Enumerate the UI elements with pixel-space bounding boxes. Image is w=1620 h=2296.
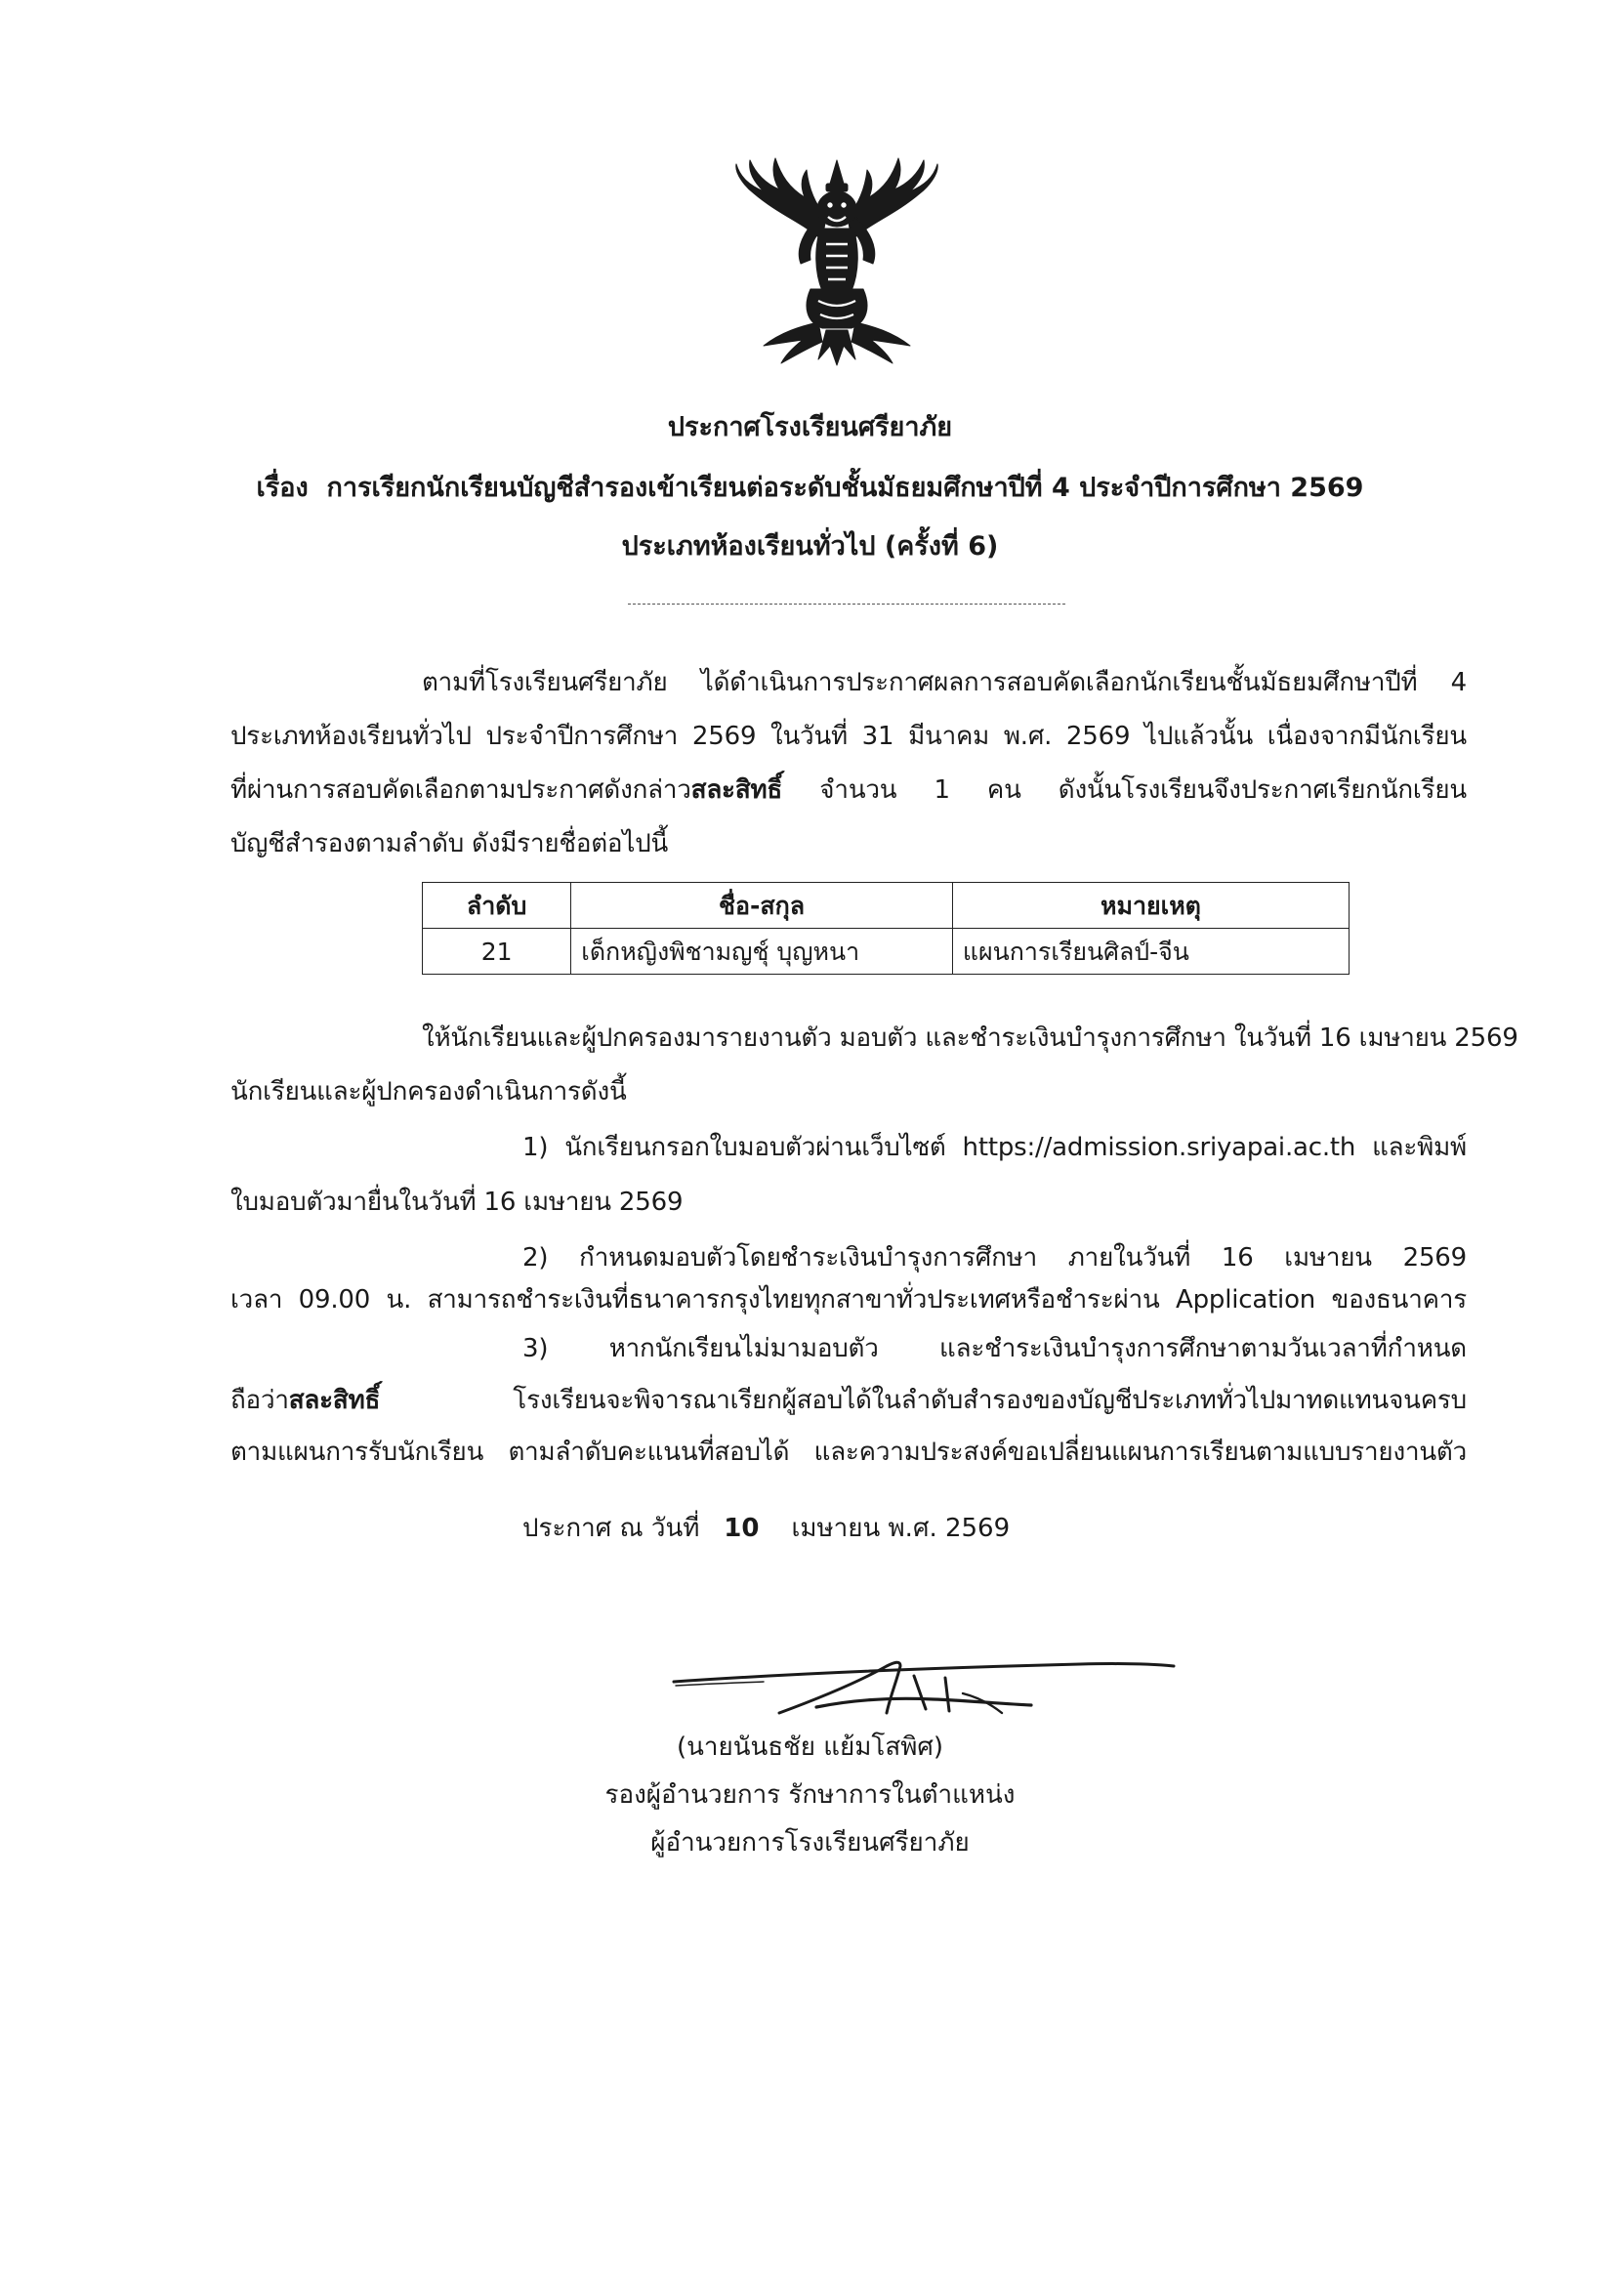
announcement-subject <box>0 475 1620 501</box>
announce-date-suffix: เมษายน พ.ศ. 2569 <box>791 1514 1011 1543</box>
signatory-name: (นายนันธชัย แย้มโสพิศ) <box>676 1732 944 1762</box>
subject-text: การเรียกนักเรียนบัญชีสำรองเข้าเรียนต่อระดับชั้นมัธยมศึกษาปีที่ 4 ประจำปีการศึกษา 2569 <box>326 473 1364 503</box>
announce-date-day: 10 <box>724 1514 760 1543</box>
item3-line3: ตามแผนการรับนักเรียน ตามลำดับคะแนนที่สอบได้ และความประสงค์ขอเปลี่ยนแผนการเรียนตามแบบรายงานตัว <box>230 1438 1467 1467</box>
column-header-seq: ลำดับ <box>423 883 571 929</box>
column-header-name: ชื่อ-สกุล <box>571 883 953 929</box>
reserve-student-table <box>422 882 1350 975</box>
garuda-emblem-icon <box>725 154 949 371</box>
table-header-row <box>423 883 1350 929</box>
item3-line2-start: ถือว่า <box>230 1386 289 1415</box>
handwritten-signature-icon <box>670 1649 1178 1729</box>
table-row <box>423 929 1350 975</box>
signatory-position-1: รองผู้อำนวยการ รักษาการในตำแหน่ง <box>604 1780 1016 1810</box>
paragraph1-line1: ตามที่โรงเรียนศรียาภัย ได้ดำเนินการประกาศผลการสอบคัดเลือกนักเรียนชั้นมัธยมศึกษาปีที่ 4 <box>422 668 1467 697</box>
cell-note: แผนการเรียนศิลป์-จีน <box>952 929 1349 975</box>
cell-seq: 21 <box>423 929 571 975</box>
subject-label: เรื่อง <box>256 473 309 503</box>
item3-line1: 3) หากนักเรียนไม่มามอบตัว และชำระเงินบำรุงการศึกษาตามวันเวลาที่กำหนด <box>522 1334 1467 1363</box>
paragraph1-line2: ประเภทห้องเรียนทั่วไป ประจำปีการศึกษา 2569 ในวันที่ 31 มีนาคม พ.ศ. 2569 ไปแล้วนั้น เนื่องจากมีนักเรียน <box>230 722 1467 751</box>
announcement-subtitle: ประเภทห้องเรียนทั่วไป (ครั้งที่ 6) <box>621 531 999 562</box>
item2-line2: เวลา 09.00 น. สามารถชำระเงินที่ธนาคารกรุงไทยทุกสาขาทั่วประเทศหรือชำระผ่าน Application ของธนาคาร <box>230 1285 1467 1315</box>
forfeit-emphasis: สละสิทธิ์ <box>288 1386 381 1415</box>
cell-name: เด็กหญิงพิชามญชุ์ บุญหนา <box>571 929 953 975</box>
item1-line1: 1) นักเรียนกรอกใบมอบตัวผ่านเว็บไซต์ https://admission.sriyapai.ac.th และพิมพ์ <box>522 1133 1467 1162</box>
announcement-title: ประกาศโรงเรียนศรียาภัย <box>667 412 953 442</box>
item1-line2: ใบมอบตัวมายื่นในวันที่ 16 เมษายน 2569 <box>230 1188 684 1217</box>
item3-line2 <box>230 1388 1467 1413</box>
paragraph2-line1: ให้นักเรียนและผู้ปกครองมารายงานตัว มอบตัว และชำระเงินบำรุงการศึกษา ในวันที่ 16 เมษายน 2569 <box>422 1023 1518 1053</box>
paragraph1-line3 <box>230 777 1467 803</box>
announce-date <box>522 1516 1010 1541</box>
paragraph1-line3-start: ที่ผ่านการสอบคัดเลือกตามประกาศดังกล่าว <box>230 775 691 805</box>
column-header-note: หมายเหตุ <box>952 883 1349 929</box>
paragraph2-line2: นักเรียนและผู้ปกครองดำเนินการดังนี้ <box>230 1077 627 1106</box>
item2-line1: 2) กำหนดมอบตัวโดยชำระเงินบำรุงการศึกษา ภายในวันที่ 16 เมษายน 2569 <box>522 1243 1467 1273</box>
signatory-position-2: ผู้อำนวยการโรงเรียนศรียาภัย <box>650 1828 970 1858</box>
paragraph1-line4: บัญชีสำรองตามลำดับ ดังมีรายชื่อต่อไปนี้ <box>230 829 669 858</box>
paragraph1-line3-end: จำนวน 1 คน ดังนั้นโรงเรียนจึงประกาศเรียกนักเรียน <box>782 775 1467 805</box>
announce-date-prefix: ประกาศ ณ วันที่ <box>522 1514 700 1543</box>
heading-divider <box>628 604 1065 605</box>
forfeit-emphasis: สละสิทธิ์ <box>690 775 783 805</box>
item3-line2-end: โรงเรียนจะพิจารณาเรียกผู้สอบได้ในลำดับสำรองของบัญชีประเภททั่วไปมาทดแทนจนครบ <box>380 1386 1467 1415</box>
